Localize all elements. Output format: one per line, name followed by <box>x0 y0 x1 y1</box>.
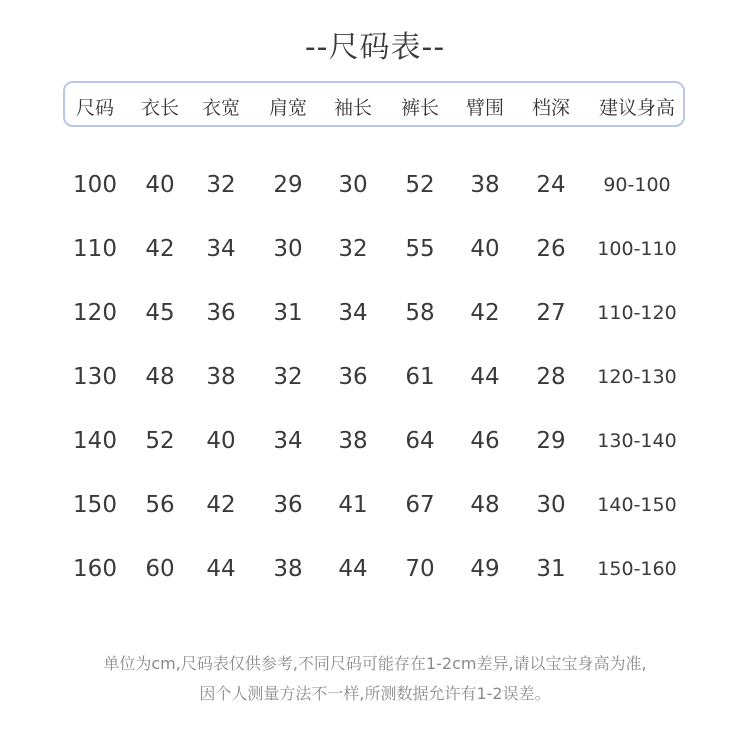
table-cell-crotch: 24 <box>536 172 566 198</box>
table-cell-crotch: 30 <box>536 492 566 518</box>
table-cell-arm: 48 <box>470 492 500 518</box>
table-cell-arm: 44 <box>470 364 500 390</box>
table-cell-pants-length: 64 <box>405 428 435 454</box>
table-cell-crotch: 29 <box>536 428 566 454</box>
table-cell-sleeve: 34 <box>338 300 368 326</box>
table-cell-shoulder: 34 <box>273 428 303 454</box>
header-size: 尺码 <box>75 97 115 119</box>
table-cell-shoulder: 38 <box>273 556 303 582</box>
table-cell-length: 52 <box>145 428 175 454</box>
table-cell-height: 90-100 <box>603 174 671 196</box>
header-height: 建议身高 <box>598 97 676 119</box>
table-cell-chest-width: 34 <box>206 236 236 262</box>
table-cell-size: 160 <box>73 556 117 582</box>
table-cell-size: 150 <box>73 492 117 518</box>
table-cell-height: 130-140 <box>597 430 677 452</box>
table-cell-crotch: 31 <box>536 556 566 582</box>
header-arm: 臂围 <box>465 97 505 119</box>
header-shoulder: 肩宽 <box>268 97 308 119</box>
table-cell-height: 110-120 <box>597 302 677 324</box>
table-cell-length: 48 <box>145 364 175 390</box>
table-cell-size: 140 <box>73 428 117 454</box>
table-cell-crotch: 28 <box>536 364 566 390</box>
table-cell-sleeve: 38 <box>338 428 368 454</box>
header-sleeve: 袖长 <box>333 97 373 119</box>
table-cell-sleeve: 32 <box>338 236 368 262</box>
note-line-2: 因个人测量方法不一样,所测数据允许有1-2误差。 <box>199 684 551 703</box>
table-cell-shoulder: 29 <box>273 172 303 198</box>
table-cell-arm: 38 <box>470 172 500 198</box>
header-crotch: 档深 <box>531 97 571 119</box>
table-cell-arm: 49 <box>470 556 500 582</box>
header-pants-length: 裤长 <box>400 97 440 119</box>
table-cell-height: 100-110 <box>597 238 677 260</box>
table-cell-size: 100 <box>73 172 117 198</box>
table-cell-chest-width: 42 <box>206 492 236 518</box>
table-cell-chest-width: 32 <box>206 172 236 198</box>
table-cell-pants-length: 70 <box>405 556 435 582</box>
header-length: 衣长 <box>140 97 180 119</box>
table-cell-sleeve: 36 <box>338 364 368 390</box>
table-cell-pants-length: 52 <box>405 172 435 198</box>
table-cell-height: 150-160 <box>597 558 677 580</box>
table-cell-height: 120-130 <box>597 366 677 388</box>
table-cell-length: 42 <box>145 236 175 262</box>
table-cell-crotch: 26 <box>536 236 566 262</box>
table-cell-size: 110 <box>73 236 117 262</box>
table-cell-chest-width: 38 <box>206 364 236 390</box>
table-cell-length: 56 <box>145 492 175 518</box>
table-cell-size: 120 <box>73 300 117 326</box>
table-cell-chest-width: 36 <box>206 300 236 326</box>
table-cell-sleeve: 41 <box>338 492 368 518</box>
table-cell-length: 45 <box>145 300 175 326</box>
table-cell-pants-length: 67 <box>405 492 435 518</box>
table-cell-shoulder: 30 <box>273 236 303 262</box>
table-cell-pants-length: 61 <box>405 364 435 390</box>
table-cell-height: 140-150 <box>597 494 677 516</box>
table-cell-shoulder: 31 <box>273 300 303 326</box>
table-cell-length: 60 <box>145 556 175 582</box>
table-cell-pants-length: 55 <box>405 236 435 262</box>
table-cell-sleeve: 30 <box>338 172 368 198</box>
table-cell-size: 130 <box>73 364 117 390</box>
table-cell-arm: 46 <box>470 428 500 454</box>
table-cell-pants-length: 58 <box>405 300 435 326</box>
table-cell-chest-width: 44 <box>206 556 236 582</box>
table-cell-shoulder: 36 <box>273 492 303 518</box>
table-cell-sleeve: 44 <box>338 556 368 582</box>
table-cell-chest-width: 40 <box>206 428 236 454</box>
table-cell-shoulder: 32 <box>273 364 303 390</box>
table-cell-arm: 40 <box>470 236 500 262</box>
table-cell-arm: 42 <box>470 300 500 326</box>
note-line-1: 单位为cm,尺码表仅供参考,不同尺码可能存在1-2cm差异,请以宝宝身高为准, <box>103 654 647 673</box>
table-cell-crotch: 27 <box>536 300 566 326</box>
table-cell-length: 40 <box>145 172 175 198</box>
header-chest-width: 衣宽 <box>201 97 241 119</box>
page-title: --尺码表-- <box>304 30 446 65</box>
